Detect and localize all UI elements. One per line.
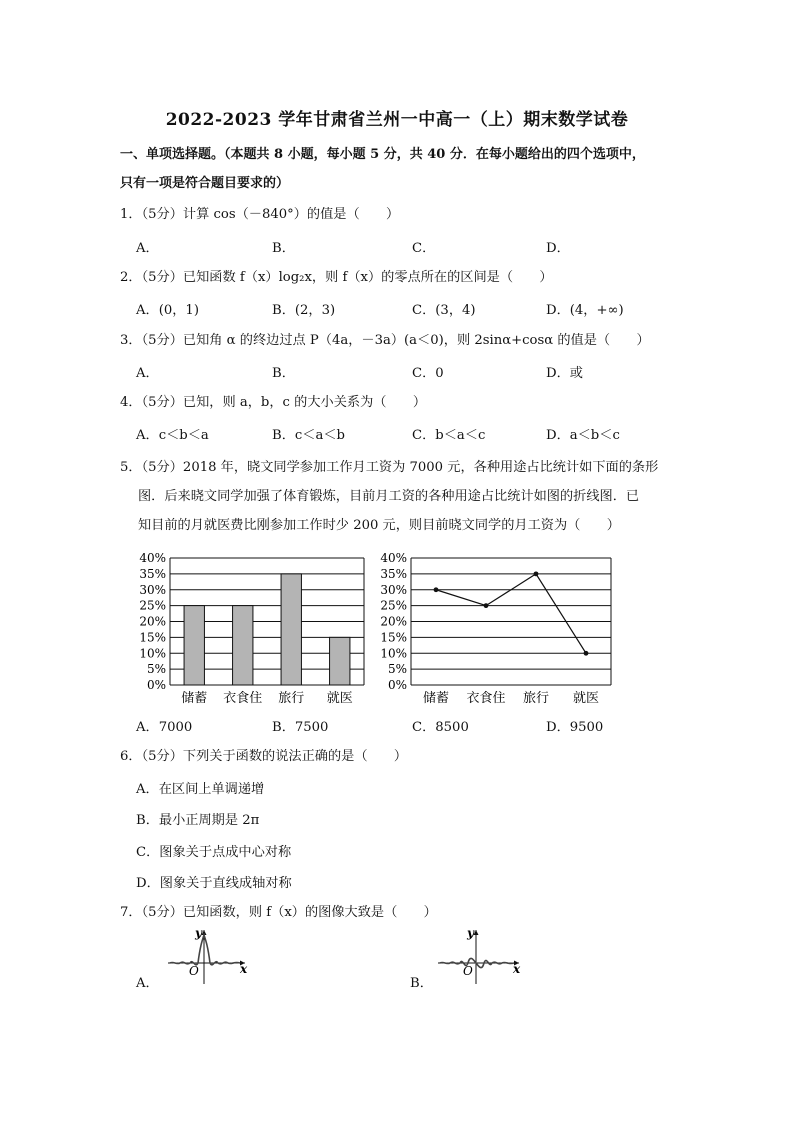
question-3-options xyxy=(136,362,676,382)
y-tick-label: 40% xyxy=(139,551,166,565)
question-7-stem: 7．（5分）已知函数，则 f（x）的图像大致是（ ） xyxy=(120,905,437,920)
x-tick-label: 旅行 xyxy=(522,691,550,706)
option-b: B． xyxy=(410,976,433,991)
x-tick-label: 储蓄 xyxy=(181,691,208,706)
y-tick-label: 25% xyxy=(139,598,166,613)
option-c: C．0 xyxy=(412,366,444,381)
option-c: C． xyxy=(412,241,436,256)
question-4-stem: 4．（5分）已知，则 a，b，c 的大小关系为（ ） xyxy=(120,395,427,410)
y-tick-label: 20% xyxy=(139,614,166,629)
graph-option-a xyxy=(160,925,255,987)
y-tick-label: 35% xyxy=(139,566,166,581)
option-d: D．图象关于直线成轴对称 xyxy=(136,876,292,891)
y-tick-label: 5% xyxy=(146,662,166,677)
question-5-line2: 图．后来晓文同学加强了体育锻炼，目前月工资的各种用途占比统计如图的折线图．已 xyxy=(138,489,640,504)
bar xyxy=(281,574,301,685)
question-5-options xyxy=(136,716,676,736)
question-6-stem: 6．（5分）下列关于函数的说法正确的是（ ） xyxy=(120,749,408,764)
option-c: C．(3，4) xyxy=(412,303,476,318)
question-5-line1: 5．（5分）2018 年，晓文同学参加工作月工资为 7000 元，各种用途占比统计如下面的条形 xyxy=(120,460,659,475)
option-a: A． xyxy=(136,976,159,991)
question-1-stem: 1．（5分）计算 cos（－840°）的值是（ ） xyxy=(120,207,400,222)
origin-label: O xyxy=(463,964,473,978)
y-tick-label: 20% xyxy=(380,614,407,629)
question-3-stem: 3．（5分）已知角 α 的终边过点 P（4a，－3a）(a＜0)，则 2sinα+cosα 的值是（ ） xyxy=(120,333,650,348)
option-a: A．7000 xyxy=(136,720,193,735)
graph-option-b xyxy=(432,925,527,987)
x-tick-label: 衣食住 xyxy=(466,691,506,706)
option-d: D．或 xyxy=(546,366,583,381)
line-chart xyxy=(375,548,625,708)
option-b: B．(2，3) xyxy=(272,303,336,318)
y-tick-label: 10% xyxy=(380,646,407,661)
question-5-line3: 知目前的月就医费比刚参加工作时少 200 元，则目前晓文同学的月工资为（ ） xyxy=(138,518,620,533)
option-d: D．a＜b＜c xyxy=(546,428,620,443)
data-point xyxy=(584,651,589,656)
option-a: A．(0，1) xyxy=(136,303,199,318)
y-tick-label: 10% xyxy=(139,646,166,661)
x-tick-label: 衣食住 xyxy=(223,691,263,706)
bar xyxy=(184,606,204,685)
option-b: B．c＜a＜b xyxy=(272,428,345,443)
y-tick-label: 30% xyxy=(380,582,407,597)
origin-label: O xyxy=(189,964,199,978)
option-d: D．(4，+∞) xyxy=(546,303,624,318)
bar xyxy=(233,606,253,685)
option-a: A．c＜b＜a xyxy=(136,428,209,443)
y-tick-label: 0% xyxy=(146,678,166,692)
option-c: C．b＜a＜c xyxy=(412,428,486,443)
y-tick-label: 30% xyxy=(139,582,166,597)
section-heading xyxy=(120,140,680,198)
option-a: A． xyxy=(136,366,159,381)
option-b: B． xyxy=(272,241,295,256)
y-tick-label: 0% xyxy=(387,678,407,692)
option-b: B．最小正周期是 2π xyxy=(136,813,260,828)
option-a: A．在区间上单调递增 xyxy=(136,782,265,797)
option-b: B．7500 xyxy=(272,720,329,735)
question-2-options xyxy=(136,299,676,319)
option-c: C．图象关于点成中心对称 xyxy=(136,845,292,860)
y-tick-label: 15% xyxy=(380,630,407,645)
bar xyxy=(330,637,350,685)
question-4-options xyxy=(136,424,676,444)
y-tick-label: 15% xyxy=(139,630,166,645)
y-axis-label: y xyxy=(467,926,474,940)
y-tick-label: 40% xyxy=(380,551,407,565)
option-d: D．9500 xyxy=(546,720,604,735)
series-line xyxy=(436,574,586,653)
data-point xyxy=(534,571,539,576)
data-point xyxy=(434,587,439,592)
section-heading-line2: 只有一项是符合题目要求的） xyxy=(120,176,290,191)
page-title: 2022-2023 学年甘肃省兰州一中高一（上）期末数学试卷 xyxy=(165,110,629,130)
option-a: A． xyxy=(136,241,159,256)
option-d: D． xyxy=(546,241,570,256)
data-point xyxy=(484,603,489,608)
section-heading-line1: 一、单项选择题。（本题共 8 小题，每小题 5 分，共 40 分．在每小题给出的四个选项中， xyxy=(120,147,645,162)
x-axis-label: x xyxy=(513,962,521,976)
x-tick-label: 储蓄 xyxy=(422,691,450,706)
y-tick-label: 35% xyxy=(380,566,407,581)
option-c: C．8500 xyxy=(412,720,469,735)
y-axis-label: y xyxy=(195,926,202,940)
question-2-stem: 2．（5分）已知函数 f（x）log₂x，则 f（x）的零点所在的区间是（ ） xyxy=(120,270,553,285)
y-tick-label: 25% xyxy=(380,598,407,613)
bar-chart xyxy=(130,548,370,708)
x-tick-label: 就医 xyxy=(572,691,600,706)
y-tick-label: 5% xyxy=(387,662,407,677)
x-tick-label: 就医 xyxy=(326,691,353,706)
question-5-stem xyxy=(120,453,680,540)
x-tick-label: 旅行 xyxy=(278,691,305,706)
option-b: B． xyxy=(272,366,295,381)
question-1-options xyxy=(136,237,676,257)
x-axis-label: x xyxy=(240,962,248,976)
